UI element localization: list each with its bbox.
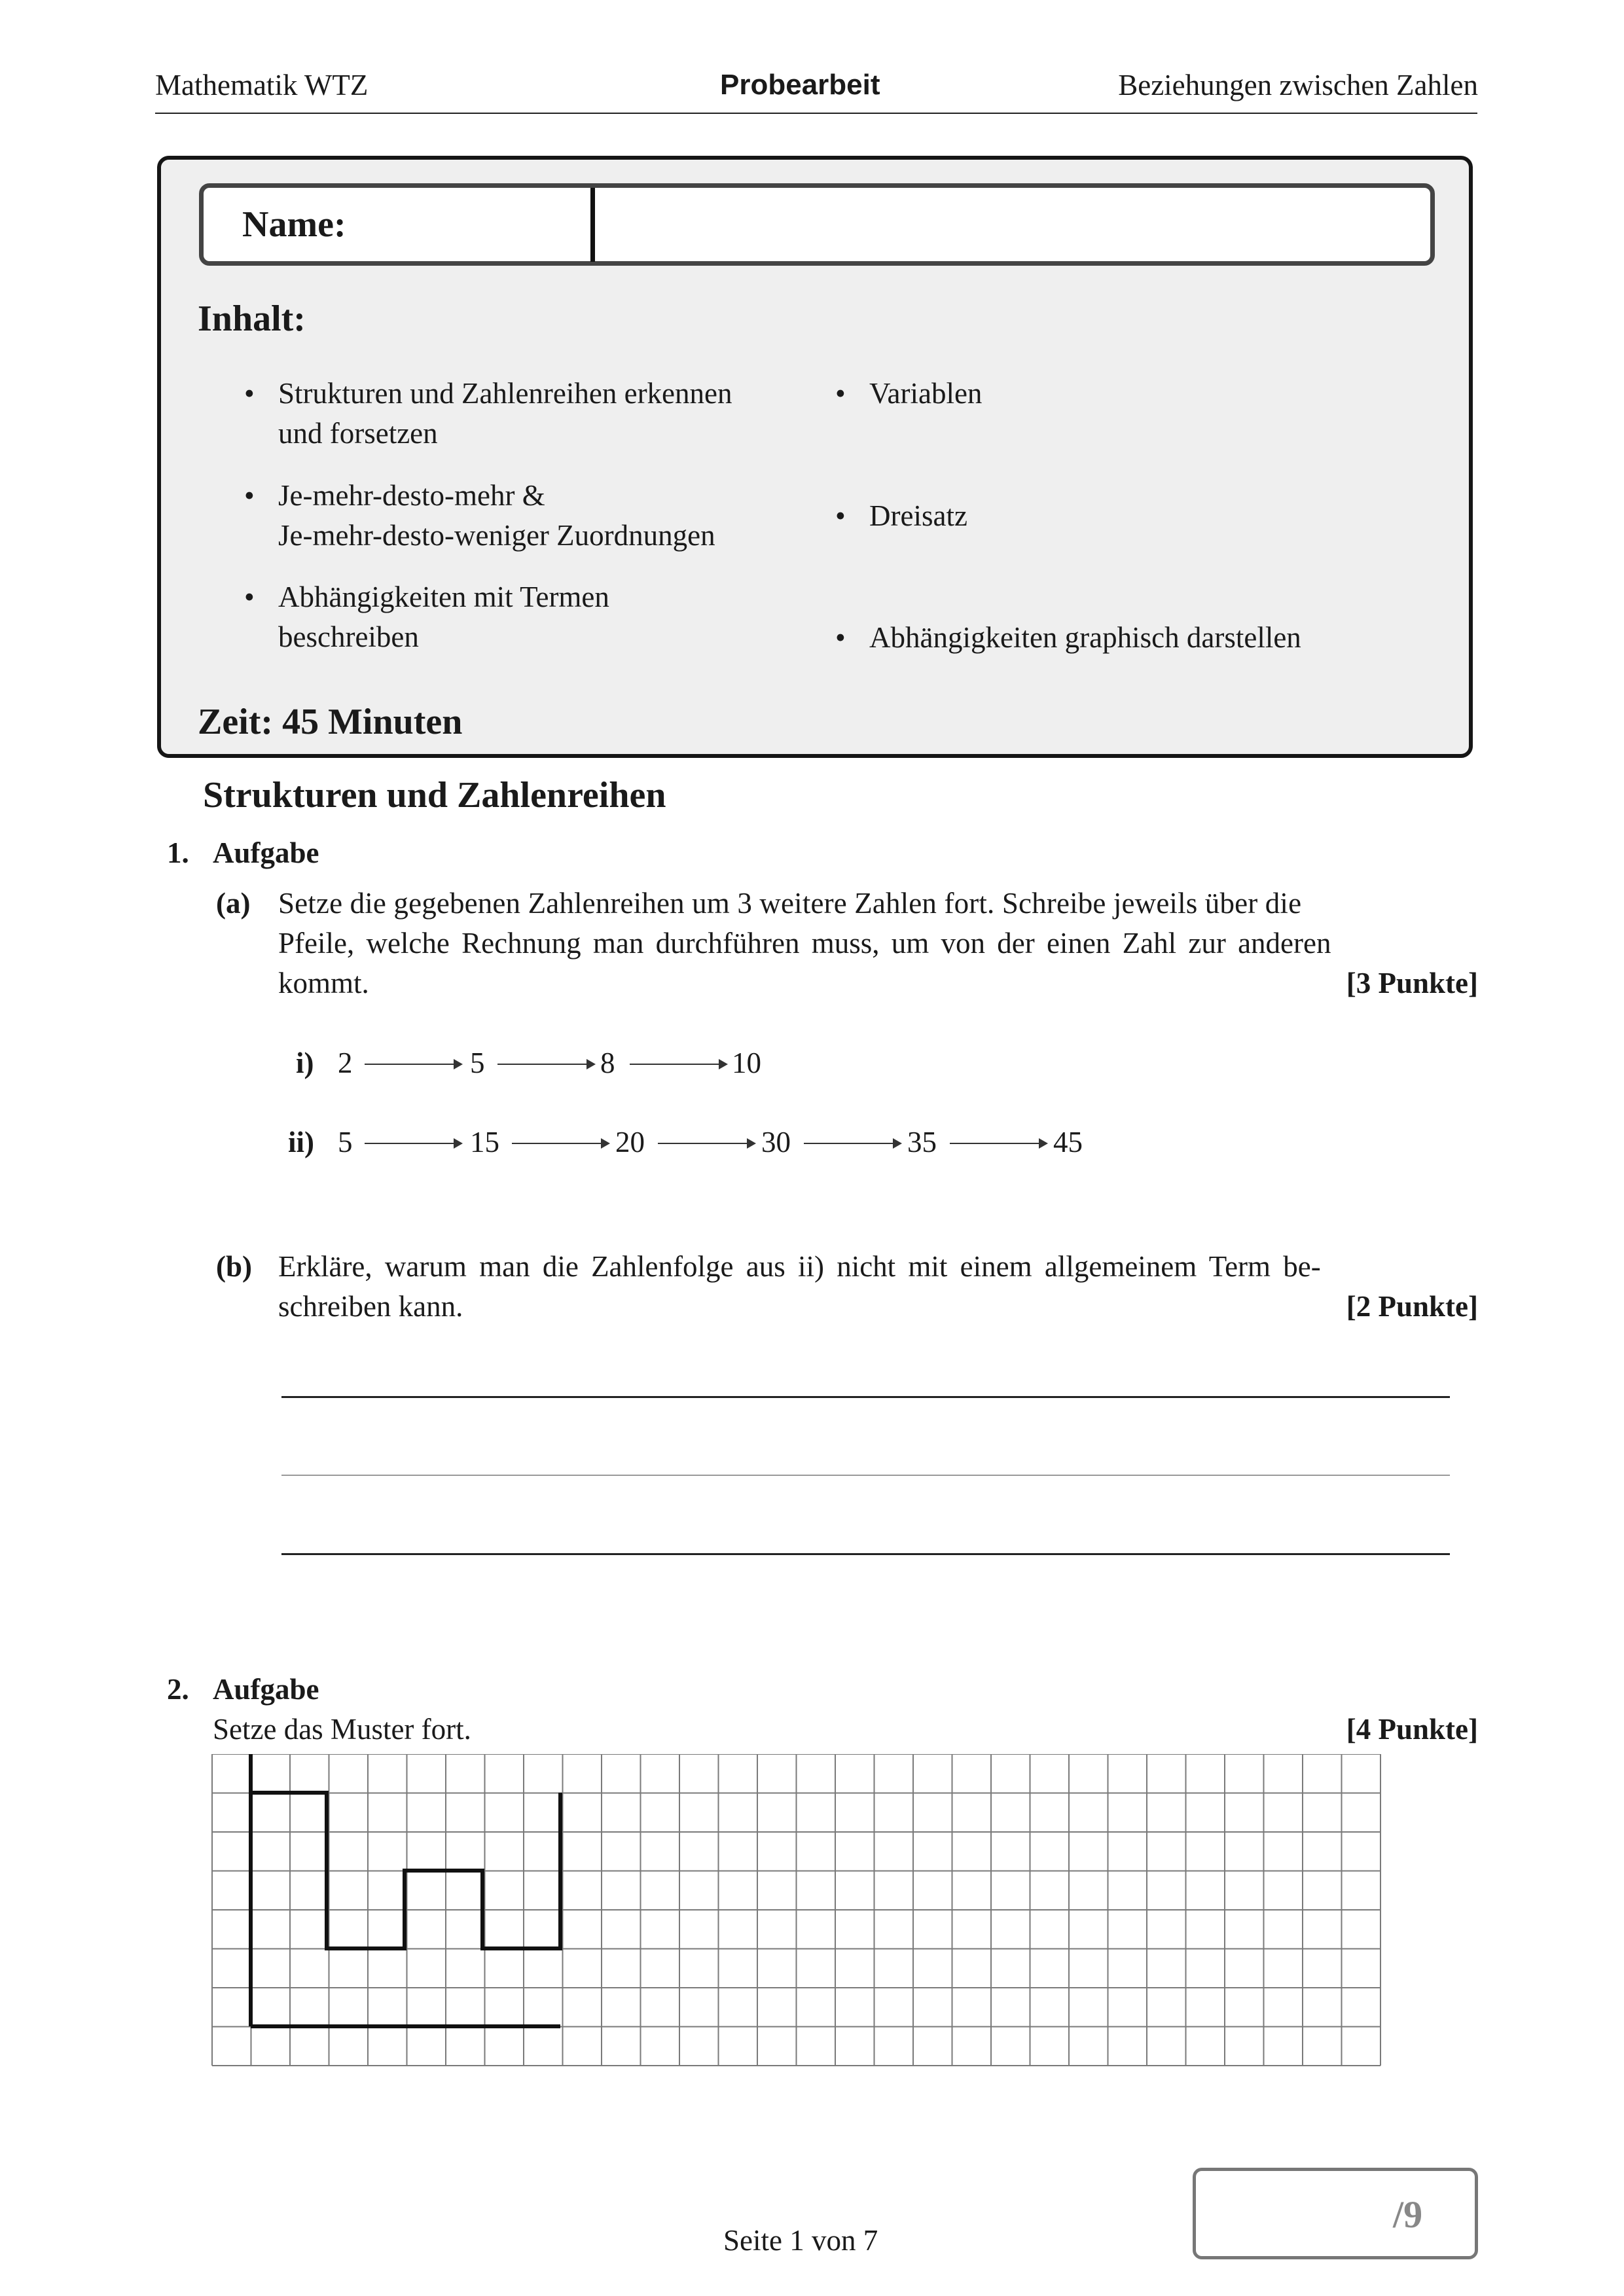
sequence-i-label: i) bbox=[296, 1047, 314, 1079]
sequence-number: 2 bbox=[338, 1047, 353, 1079]
task1-number: 1. bbox=[167, 836, 189, 869]
topic-5-line1: Abhängigkeiten mit Termen bbox=[278, 581, 609, 613]
task2-points: [4 Punkte] bbox=[1346, 1713, 1478, 1746]
topic-1-line1: Strukturen und Zahlenreihen erkennen bbox=[278, 377, 732, 410]
task1b-line2: schreiben kann. bbox=[278, 1290, 463, 1323]
section-title: Strukturen und Zahlenreihen bbox=[203, 775, 666, 816]
header-left: Mathematik WTZ bbox=[155, 69, 369, 101]
task2-title: Aufgabe bbox=[213, 1673, 319, 1706]
pattern-grid[interactable] bbox=[209, 1754, 1381, 2075]
task1-title: Aufgabe bbox=[213, 836, 319, 869]
topic-3-line2: Je-mehr-desto-weniger Zuordnungen bbox=[278, 519, 715, 552]
sequence-number: 35 bbox=[907, 1126, 937, 1158]
task2-text: Setze das Muster fort. bbox=[213, 1713, 471, 1746]
sequence-arrow bbox=[950, 1143, 1047, 1144]
sequence-arrow bbox=[365, 1143, 461, 1144]
bullet-icon: • bbox=[244, 581, 255, 613]
bullet-icon: • bbox=[244, 479, 255, 512]
task1a-line2: Pfeile, welche Rechnung man durchführen muss, um von der einen Zahl zur anderen bbox=[278, 927, 1331, 960]
page-number: Seite 1 von 7 bbox=[723, 2224, 878, 2257]
score-total: /9 bbox=[1393, 2193, 1423, 2236]
sequence-number: 8 bbox=[600, 1047, 615, 1079]
name-field-divider bbox=[590, 188, 595, 262]
task1a-points: [3 Punkte] bbox=[1346, 967, 1478, 999]
sequence-number: 20 bbox=[615, 1126, 645, 1158]
topic-1-line2: und forsetzen bbox=[278, 417, 438, 450]
sequence-ii-label: ii) bbox=[288, 1126, 314, 1158]
sequence-arrow bbox=[804, 1143, 901, 1144]
task1a-line1: Setze die gegebenen Zahlenreihen um 3 weitere Zahlen fort. Schreibe jeweils über die bbox=[278, 887, 1302, 920]
task1a-line3: kommt. bbox=[278, 967, 369, 999]
sequence-arrow bbox=[497, 1064, 594, 1065]
sequence-arrow bbox=[658, 1143, 755, 1144]
header-rule bbox=[155, 113, 1477, 114]
content-heading: Inhalt: bbox=[198, 298, 306, 339]
bullet-icon: • bbox=[835, 499, 846, 532]
answer-line[interactable] bbox=[281, 1475, 1450, 1476]
name-field[interactable] bbox=[199, 183, 1435, 266]
bullet-icon: • bbox=[835, 377, 846, 410]
topic-2: Variablen bbox=[869, 377, 983, 410]
topic-5-line2: beschreiben bbox=[278, 620, 419, 653]
bullet-icon: • bbox=[244, 377, 255, 410]
sequence-arrow bbox=[630, 1064, 727, 1065]
sequence-number: 5 bbox=[470, 1047, 485, 1079]
sequence-number: 5 bbox=[338, 1126, 353, 1158]
topic-4: Dreisatz bbox=[869, 499, 967, 532]
topic-6: Abhängigkeiten graphisch darstellen bbox=[869, 621, 1301, 654]
sequence-number: 15 bbox=[470, 1126, 499, 1158]
sequence-number: 45 bbox=[1053, 1126, 1083, 1158]
task1b-points: [2 Punkte] bbox=[1346, 1290, 1478, 1323]
answer-line[interactable] bbox=[281, 1553, 1450, 1555]
task2-number: 2. bbox=[167, 1673, 189, 1706]
sequence-arrow bbox=[365, 1064, 461, 1065]
name-label: Name: bbox=[242, 204, 346, 245]
task1b-label: (b) bbox=[216, 1250, 252, 1283]
task1b-line1: Erkläre, warum man die Zahlenfolge aus ii) nicht mit einem allgemeinem Term be- bbox=[278, 1250, 1321, 1283]
bullet-icon: • bbox=[835, 621, 846, 654]
sequence-arrow bbox=[512, 1143, 609, 1144]
score-box bbox=[1193, 2168, 1478, 2259]
task1a-label: (a) bbox=[216, 887, 251, 920]
sequence-number: 30 bbox=[761, 1126, 791, 1158]
sequence-number: 10 bbox=[732, 1047, 761, 1079]
header-center: Probearbeit bbox=[720, 69, 880, 101]
time-label: Zeit: 45 Minuten bbox=[198, 702, 463, 742]
answer-line[interactable] bbox=[281, 1396, 1450, 1398]
header-right: Beziehungen zwischen Zahlen bbox=[1118, 69, 1478, 101]
topic-3-line1: Je-mehr-desto-mehr & bbox=[278, 479, 545, 512]
